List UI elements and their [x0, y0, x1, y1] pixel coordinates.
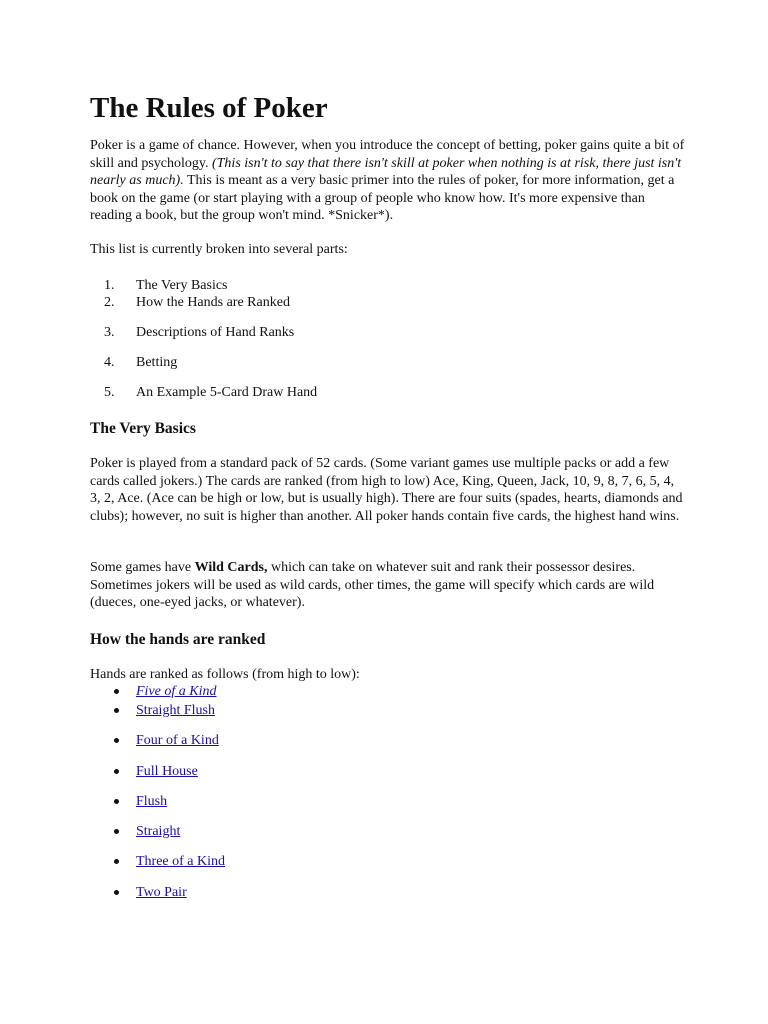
intro-text-2: This is meant as a very basic primer into the rules of poker, for more information, get a book on the game (or start playing with a group of people who know how. It's more expensive than reading a book, but the group won't mind. *Snicker*). [90, 173, 675, 223]
hand-link-flush[interactable]: Flush [136, 794, 168, 809]
hand-link-two-pair[interactable]: Two Pair [136, 885, 187, 900]
list-item-label: Descriptions of Hand Ranks [136, 325, 295, 340]
hand-link-four-of-a-kind[interactable]: Four of a Kind [136, 733, 219, 748]
list-intro: This list is currently broken into several parts: [90, 242, 348, 257]
bullet-icon [114, 890, 119, 895]
intro-text-1: Poker is a game of chance. However, when you introduce the concept of betting, poker gains quite a bit of skill and psychology. [90, 138, 685, 171]
hand-link-straight-flush[interactable]: Straight Flush [136, 703, 215, 718]
intro-paragraph [90, 137, 685, 225]
page-title: The Rules of Poker [90, 92, 328, 124]
list-number: 4. [104, 355, 115, 370]
bullet-icon [114, 708, 119, 713]
hand-link-full-house[interactable]: Full House [136, 764, 198, 779]
wild-text-after: which can take on whatever suit and rank their possessor desires. Sometimes jokers will be used as wild cards, other times, the game will specify which cards are wild (dueces, one-eyed jacks, or whatever). [90, 560, 655, 610]
hand-link-three-of-a-kind[interactable]: Three of a Kind [136, 854, 226, 869]
list-number: 1. [104, 278, 115, 293]
ranking-intro: Hands are ranked as follows (from high to low): [90, 667, 360, 682]
bullet-icon [114, 799, 119, 804]
bullet-icon [114, 689, 119, 694]
list-item-label: An Example 5-Card Draw Hand [136, 385, 318, 400]
basics-paragraph-2 [90, 559, 685, 612]
list-item-label: How the Hands are Ranked [136, 295, 290, 310]
intro-italic-note: (This isn't to say that there isn't skill at poker when nothing is at risk, there just isn't nearly as much). [90, 155, 682, 188]
bullet-icon [114, 859, 119, 864]
hand-link-straight[interactable]: Straight [136, 824, 181, 839]
list-number: 5. [104, 385, 115, 400]
wild-cards-term: Wild Cards, [194, 560, 268, 575]
list-number: 2. [104, 295, 115, 310]
wild-text-before: Some games have [90, 560, 195, 575]
section-heading-ranking: How the hands are ranked [90, 631, 266, 648]
hand-link-five-of-a-kind[interactable]: Five of a Kind [136, 684, 217, 699]
list-item-label: Betting [136, 355, 178, 370]
bullet-icon [114, 738, 119, 743]
list-item-label: The Very Basics [136, 278, 228, 293]
bullet-icon [114, 769, 119, 774]
basics-paragraph-1: Poker is played from a standard pack of 52 cards. (Some variant games use multiple packs or add a few cards called jokers.) The cards are ranked (from high to low) Ace, King, Queen, Jack, 10, 9, 8, 7, 6, 5, 4, 3, 2, Ace. (Ace can be high or low, but is usually high). There are four suits (spades, hearts, diamonds and clubs); however, no suit is higher than another. All poker hands contain five cards, the highest hand wins. [90, 456, 683, 524]
list-number: 3. [104, 325, 115, 340]
section-heading-basics: The Very Basics [90, 420, 196, 437]
bullet-icon [114, 829, 119, 834]
